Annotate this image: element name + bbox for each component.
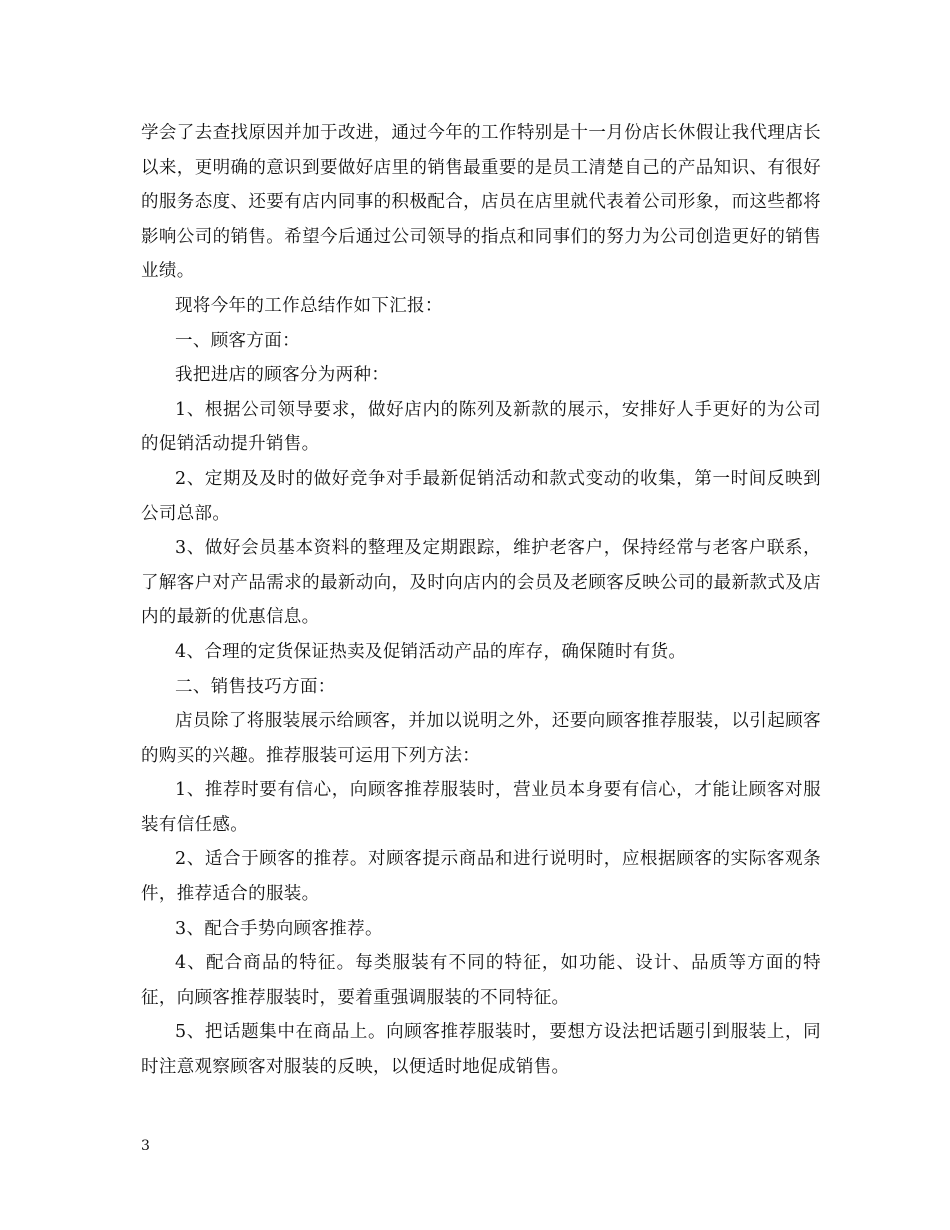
- paragraph-report-intro: 现将今年的工作总结作如下汇报：: [175, 295, 443, 316]
- list-item-customers-3: 3、做好会员基本资料的整理及定期跟踪，维护老客户，保持经常与老客户联系，了解客户对产品需求的最新动向，及时向店内的会员及老顾客反映公司的最新款式及店内的最新的优惠信息。: [141, 538, 821, 628]
- document-body: [141, 116, 821, 1085]
- section-heading-sales-skills: 二、销售技巧方面：: [175, 676, 336, 697]
- list-item-customers-2: 2、定期及及时的做好竞争对手最新促销活动和款式变动的收集，第一时间反映到公司总部。: [141, 468, 821, 524]
- list-item-sales-1: 1、推荐时要有信心，向顾客推荐服装时，营业员本身要有信心，才能让顾客对服装有信任感。: [141, 780, 821, 835]
- section-heading-customers: 一、顾客方面：: [175, 330, 300, 351]
- list-item-sales-5: 5、把话题集中在商品上。向顾客推荐服装时，要想方设法把话题引到服装上，同时注意观察顾客对服装的反映，以便适时地促成销售。: [141, 1022, 821, 1078]
- list-item-sales-4: 4、配合商品的特征。每类服装有不同的特征，如功能、设计、品质等方面的特征，向顾客推荐服装时，要着重强调服装的不同特征。: [141, 953, 821, 1008]
- paragraph-sales-intro: 店员除了将服装展示给顾客，并加以说明之外，还要向顾客推荐服装，以引起顾客的购买的兴趣。推荐服装可运用下列方法：: [141, 711, 821, 766]
- page-number: 3: [141, 1138, 150, 1154]
- list-item-sales-2: 2、适合于顾客的推荐。对顾客提示商品和进行说明时，应根据顾客的实际客观条件，推荐适合的服装。: [141, 849, 821, 905]
- list-item-customers-1: 1、根据公司领导要求，做好店内的陈列及新款的展示，安排好人手更好的为公司的促销活动提升销售。: [141, 399, 821, 455]
- list-item-sales-3: 3、配合手势向顾客推荐。: [175, 918, 383, 939]
- list-item-customers-4: 4、合理的定货保证热卖及促销活动产品的库存，确保随时有货。: [175, 641, 687, 662]
- paragraph-continuation: 学会了去查找原因并加于改进，通过今年的工作特别是十一月份店长休假让我代理店长以来，更明确的意识到要做好店里的销售最重要的是员工清楚自己的产品知识、有很好的服务态度、还要有店内同事的积极配合，店员在店里就代表着公司形象，而这些都将影响公司的销售。希望今后通过公司领导的指点和同事们的努力为公司创造更好的销售业绩。: [141, 123, 821, 282]
- paragraph-customer-types: 我把进店的顾客分为两种：: [175, 365, 390, 386]
